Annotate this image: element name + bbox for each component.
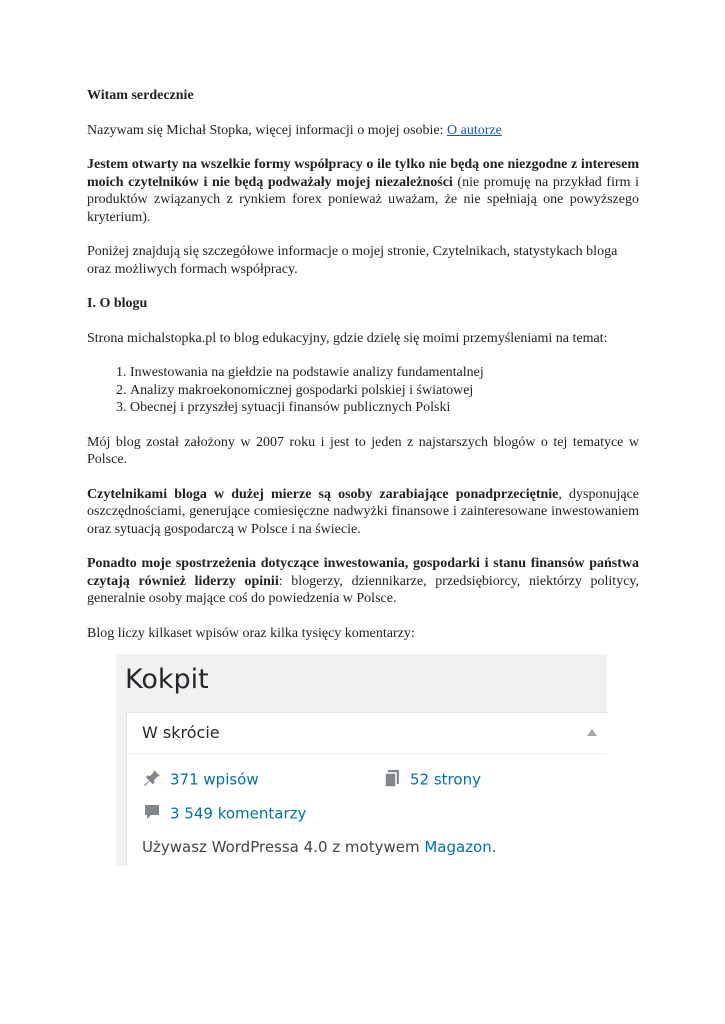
at-a-glance-widget (126, 712, 607, 866)
cooperation-paragraph (87, 156, 639, 226)
comments-count-link[interactable] (142, 802, 306, 826)
widget-title: W skrócie (142, 723, 220, 742)
pages-count-link[interactable] (382, 768, 481, 792)
document-body (87, 87, 639, 659)
collapse-arrow-icon[interactable] (587, 729, 597, 736)
site-intro-paragraph: Strona michalstopka.pl to blog edukacyjny, gdzie dzielę się moimi przemyśleniami na temat: (87, 330, 608, 346)
theme-link[interactable]: Magazon (424, 838, 492, 856)
readers-rest: , dysponujące oszczędnościami, generujące comiesięczne nadwyżki finansowe i zainteresowane inwestowaniem oraz sytuacją gospodarczą w Polsce i na świecie. (87, 486, 639, 537)
greeting-heading: Witam serdecznie (87, 88, 194, 103)
widget-header (127, 713, 607, 754)
dashboard-title: Kokpit (125, 664, 209, 695)
intro-paragraph (87, 122, 639, 140)
wordpress-version-note (142, 838, 497, 856)
list-item: 1. Inwestowania na giełdzie na podstawie analizy fundamentalnej (130, 364, 639, 382)
list-item: 2. Analizy makroekonomicznej gospodarki polskiej i światowej (130, 382, 639, 400)
overview-paragraph: Poniżej znajdują się szczegółowe informacje o mojej stronie, Czytelnikach, statystykach bloga oraz możliwych formach współpracy. (87, 244, 618, 277)
pages-icon (382, 768, 402, 792)
cooperation-rest: (nie promuję na przykład firm i produktów związanych z rynkiem forex ponieważ uważam, że nie spełniają one powyższego kryterium). (87, 174, 639, 225)
pages-count-label: 52 strony (410, 770, 481, 789)
posts-count-label: 371 wpisów (170, 770, 259, 789)
founded-paragraph: Mój blog został założony w 2007 roku i jest to jeden z najstarszych blogów o tej tematyce w Polsce. (87, 434, 639, 467)
leaders-rest: : blogerzy, dziennikarze, przedsiębiorcy, niektórzy politycy, generalnie osoby mające coś do powiedzenia w Polsce. (87, 573, 639, 606)
wordpress-dashboard-screenshot (116, 654, 607, 866)
about-author-link[interactable]: O autorze (447, 122, 502, 138)
intro-text: Nazywam się Michał Stopka, więcej informacji o mojej osobie: (87, 122, 448, 138)
topics-list (87, 364, 639, 417)
stats-intro-paragraph: Blog liczy kilkaset wpisów oraz kilka tysięcy komentarzy: (87, 625, 415, 641)
readers-bold: Czytelnikami bloga w dużej mierze są osoby zarabiające ponadprzeciętnie (87, 486, 559, 502)
comments-count-label: 3 549 komentarzy (170, 804, 307, 823)
version-text: Używasz WordPressa 4.0 z motywem (142, 838, 425, 856)
leaders-bold: Ponadto moje spostrzeżenia dotyczące inwestowania, gospodarki i stanu finansów państwa czytają również liderzy opinii (87, 556, 639, 589)
list-item: 3. Obecnej i przyszłej sytuacji finansów publicznych Polski (130, 399, 639, 417)
version-suffix: . (491, 838, 497, 856)
leaders-paragraph (87, 555, 639, 608)
readers-paragraph (87, 486, 639, 539)
comment-icon (142, 802, 162, 826)
section-heading-about-blog: I. O blogu (87, 296, 148, 311)
posts-count-link[interactable] (142, 768, 259, 792)
pin-icon (142, 768, 162, 792)
cooperation-bold: Jestem otwarty na wszelkie formy współpracy o ile tylko nie będą one niezgodne z interesem moich czytelników i nie będą podważały mojej niezależności (87, 157, 639, 190)
